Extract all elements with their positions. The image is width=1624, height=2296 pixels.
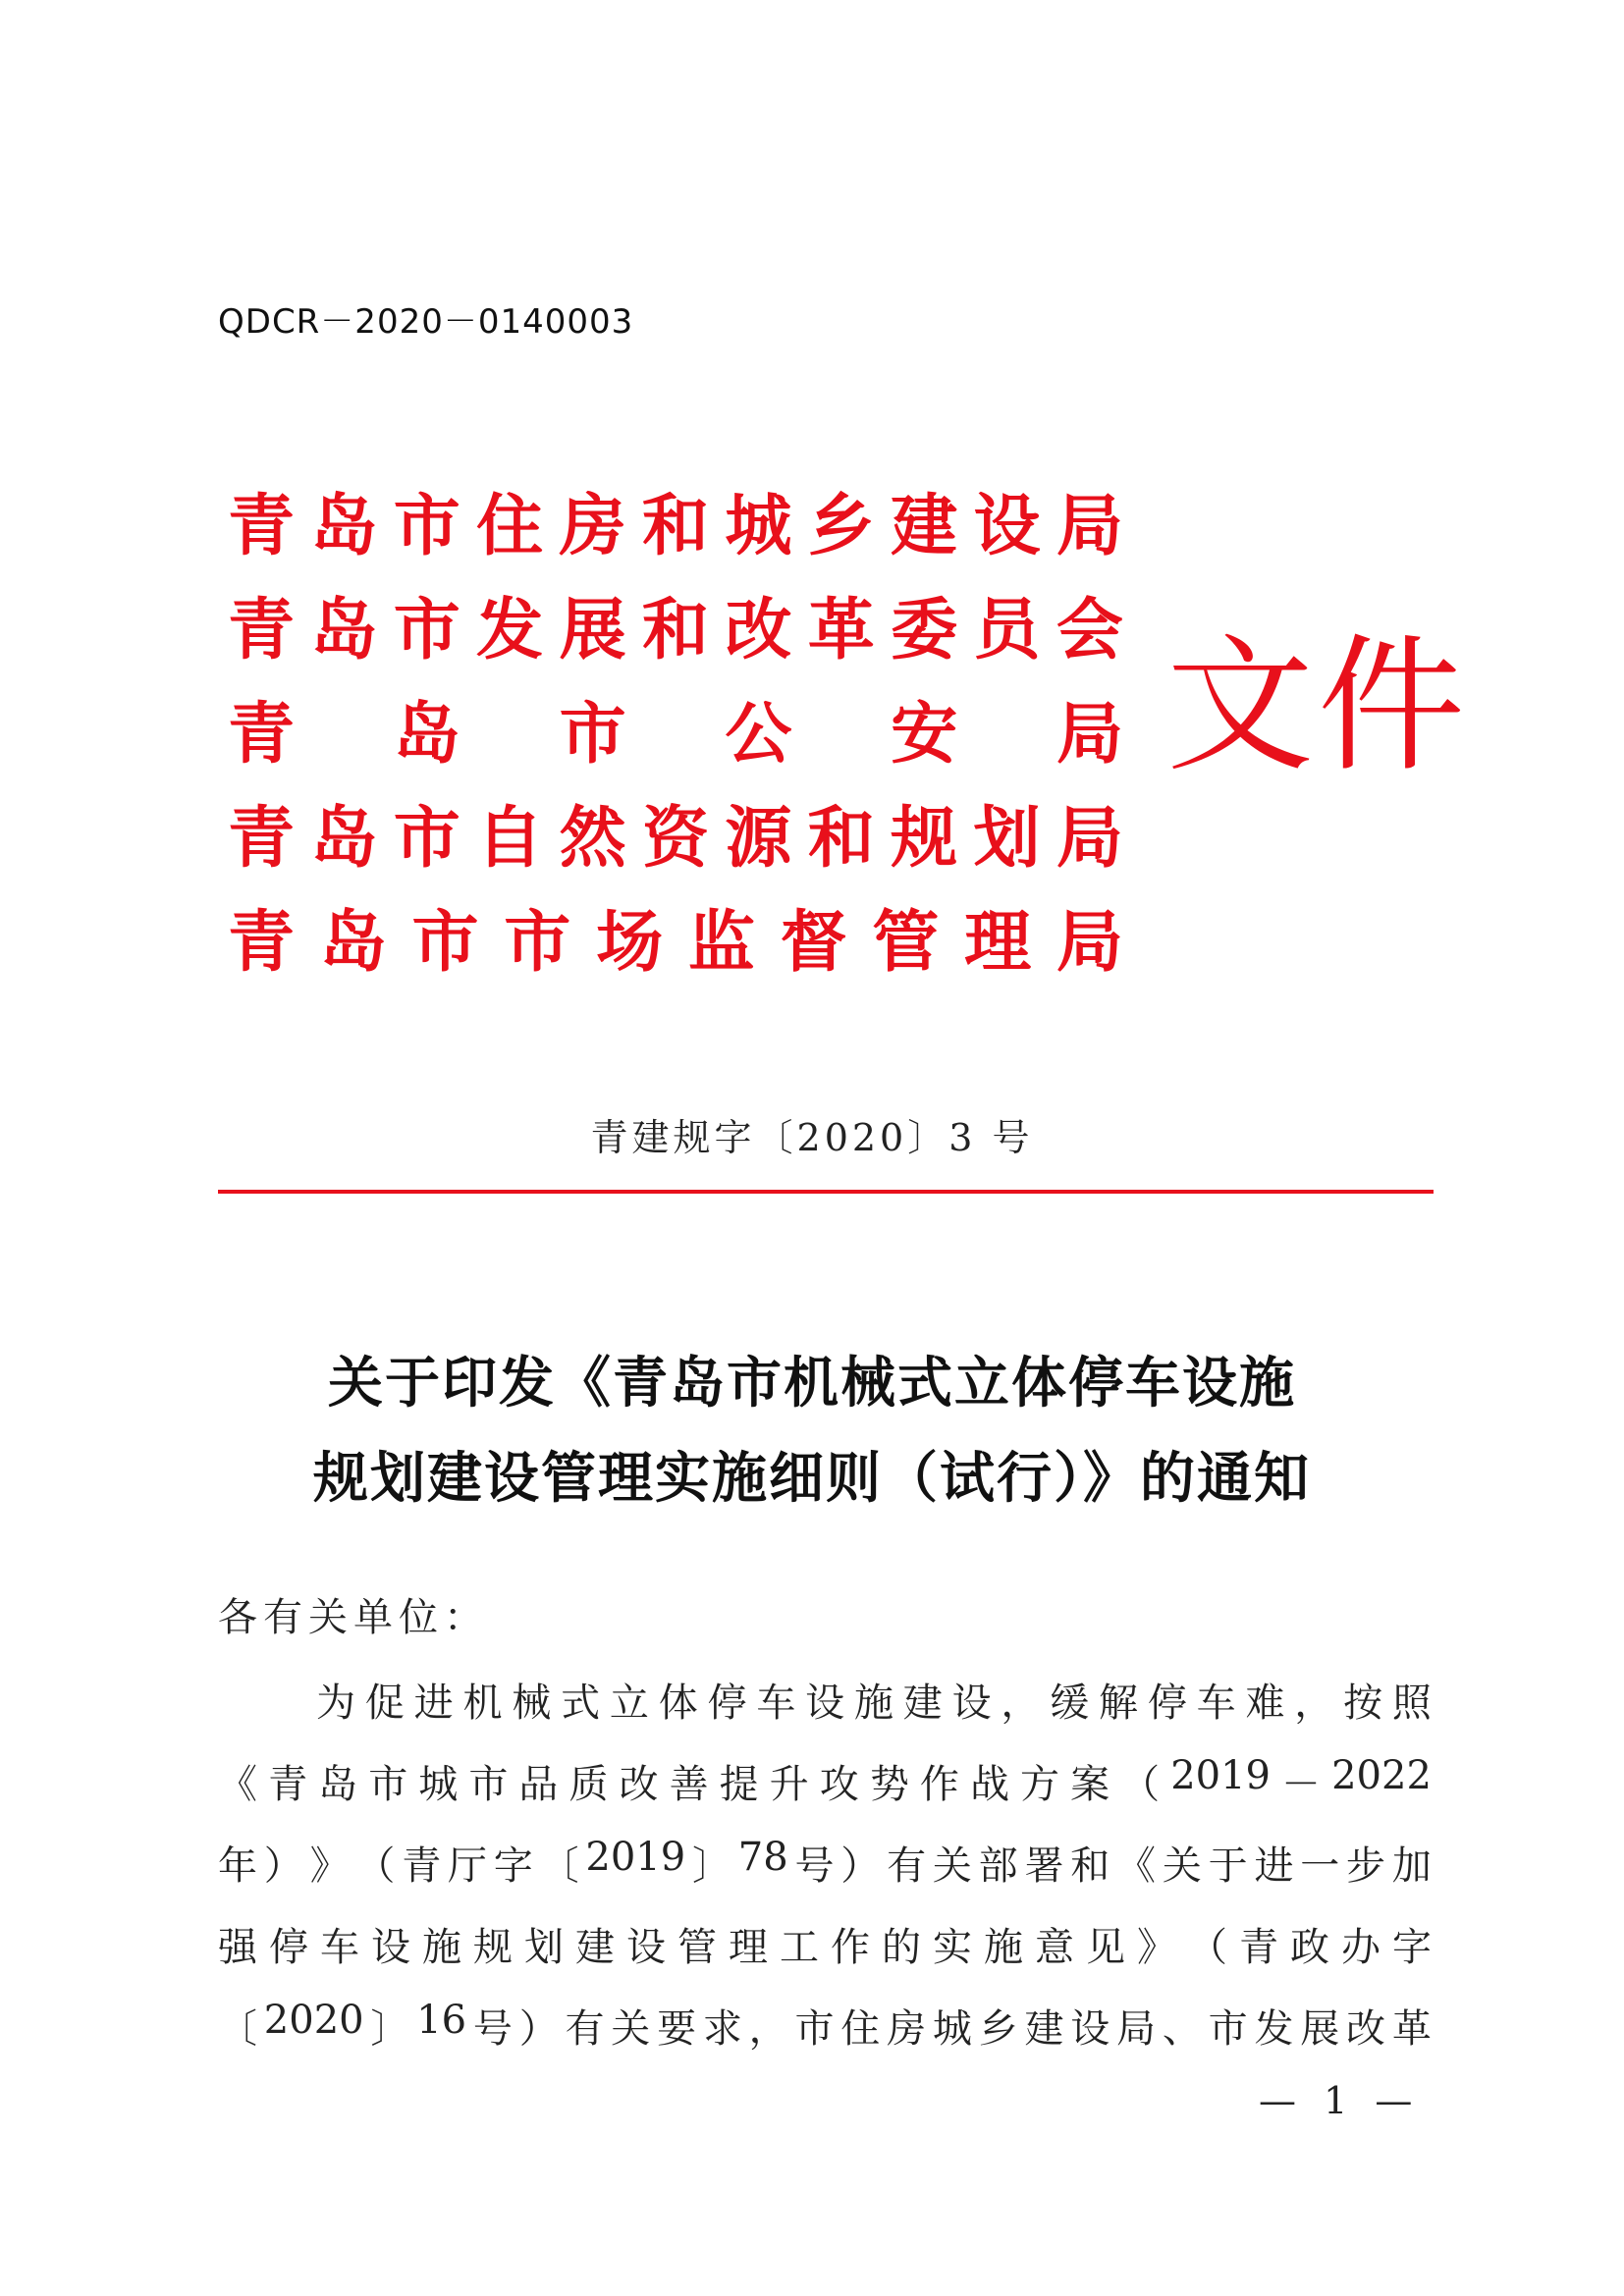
- body-text-token: 字: [493, 1843, 533, 1889]
- body-text-token: 一: [1300, 1843, 1340, 1889]
- agency-name: [228, 578, 1123, 682]
- body-text-token: 2019: [585, 1835, 686, 1880]
- body-text-token: ，: [748, 2006, 788, 2052]
- body-text-token: 市: [794, 2006, 835, 2052]
- agency-char: 建: [891, 487, 958, 565]
- body-text-token: 品: [518, 1762, 559, 1807]
- body-text-token: 〔: [218, 2006, 257, 2052]
- body-text-token: 体: [658, 1681, 698, 1726]
- body-text-token: 有: [565, 2006, 605, 2052]
- body-text-line: [218, 1753, 1432, 1809]
- body-text-token: 立: [609, 1681, 649, 1726]
- body-text-token: 案: [1070, 1762, 1110, 1807]
- body-text-token: 照: [1391, 1681, 1432, 1726]
- body-text-token: 和: [1070, 1843, 1110, 1889]
- agency-char: 场: [596, 903, 664, 982]
- agency-char: 市: [411, 903, 479, 982]
- body-text-token: 部: [978, 1843, 1018, 1889]
- agency-char: 委: [891, 591, 958, 669]
- body-text-token: 关: [611, 2006, 651, 2052]
- agency-char: 青: [228, 903, 296, 982]
- body-text-token: 岛: [318, 1762, 358, 1807]
- agency-char: 自: [476, 799, 544, 878]
- body-text-token: 关: [1162, 1843, 1202, 1889]
- agency-char: 局: [1056, 695, 1123, 774]
- agency-char: 市: [559, 695, 626, 774]
- notice-title-line-2: 规划建设管理实施细则（试行）》的通知: [313, 1446, 1311, 1511]
- body-text-line: [218, 1835, 1432, 1891]
- body-text-token: 发: [1254, 2006, 1294, 2052]
- body-text-token: 为: [316, 1681, 355, 1726]
- agency-char: 设: [973, 487, 1041, 565]
- body-text-token: 关: [932, 1843, 972, 1889]
- body-text-token: 车: [756, 1681, 796, 1726]
- body-text-token: 有: [887, 1843, 927, 1889]
- body-text-token: 》: [309, 1843, 350, 1889]
- body-text-token: 政: [1290, 1925, 1329, 1970]
- body-text-token: 见: [1086, 1925, 1125, 1970]
- body-text-token: 字: [1392, 1925, 1432, 1970]
- body-text-token: 设: [805, 1681, 845, 1726]
- agency-char: 然: [559, 799, 626, 878]
- document-label-wenjian: 文件: [1166, 621, 1470, 792]
- body-text-token: 式: [561, 1681, 601, 1726]
- body-text-token: 展: [1300, 2006, 1340, 2052]
- agency-char: 岛: [319, 903, 387, 982]
- body-text-token: 方: [1020, 1762, 1059, 1807]
- body-text-token: 进: [413, 1681, 454, 1726]
- body-text-token: 停: [707, 1681, 747, 1726]
- agency-char: 安: [891, 695, 958, 774]
- body-text-token: ）: [518, 2006, 559, 2052]
- agency-name: [228, 890, 1123, 994]
- body-text-token: 、: [1162, 2006, 1202, 2052]
- body-text-token: 设: [1070, 2006, 1110, 2052]
- body-text-token: ）: [840, 1843, 881, 1889]
- body-text-token: 停: [1147, 1681, 1187, 1726]
- body-text-token: 78: [737, 1835, 788, 1880]
- body-text-token: 施: [984, 1925, 1023, 1970]
- agency-char: 理: [964, 903, 1032, 982]
- body-text-token: 规: [473, 1925, 513, 1970]
- body-text-token: ）: [263, 1843, 303, 1889]
- body-text-token: 要: [657, 2006, 697, 2052]
- agency-char: 规: [891, 799, 958, 878]
- body-text-token: 〕: [691, 1843, 731, 1889]
- body-text-token: 青: [402, 1843, 442, 1889]
- agency-char: 局: [1056, 487, 1123, 565]
- agency-char: 划: [973, 799, 1041, 878]
- body-text-token: 升: [769, 1762, 809, 1807]
- agency-char: 和: [641, 591, 709, 669]
- body-text-token: 设: [951, 1681, 992, 1726]
- agency-char: 革: [807, 591, 875, 669]
- body-text-token: 《: [218, 1762, 257, 1807]
- agency-name: [228, 474, 1123, 578]
- body-text-token: 住: [840, 2006, 881, 2052]
- agency-char: 市: [393, 591, 460, 669]
- body-text-token: 加: [1391, 1843, 1432, 1889]
- body-text-token: 2019: [1170, 1753, 1271, 1798]
- agency-char: 岛: [310, 487, 378, 565]
- body-text-token: 市: [1208, 2006, 1248, 2052]
- body-text-token: （: [1188, 1925, 1227, 1970]
- body-text-token: 《: [1116, 1843, 1157, 1889]
- agency-char: 岛: [310, 591, 378, 669]
- body-text-token: 革: [1391, 2006, 1432, 2052]
- body-text-token: 2020: [263, 1998, 364, 2043]
- agency-name: [228, 786, 1123, 890]
- body-text-token: 进: [1254, 1843, 1294, 1889]
- body-text-token: 械: [512, 1681, 552, 1726]
- body-text-token: 强: [218, 1925, 257, 1970]
- body-text-token: 办: [1341, 1925, 1380, 1970]
- page-number: — 1 —: [1259, 2079, 1421, 2122]
- body-text-token: 战: [969, 1762, 1009, 1807]
- agency-char: 青: [228, 591, 296, 669]
- body-text-token: 设: [626, 1925, 666, 1970]
- body-text-token: 青: [1239, 1925, 1278, 1970]
- agency-char: 岛: [310, 799, 378, 878]
- body-text-token: 改: [619, 1762, 659, 1807]
- body-text-token: 建: [1024, 2006, 1064, 2052]
- body-text-token: 乡: [978, 2006, 1018, 2052]
- agency-char: 改: [725, 591, 792, 669]
- agency-name: [228, 682, 1123, 786]
- agency-char: 管: [872, 903, 940, 982]
- body-text-token: 于: [1208, 1843, 1248, 1889]
- body-text-token: 步: [1346, 1843, 1386, 1889]
- agency-char: 展: [559, 591, 626, 669]
- body-text-token: 》: [1137, 1925, 1176, 1970]
- body-text-token: 停: [269, 1925, 308, 1970]
- agency-char: 发: [476, 591, 544, 669]
- agency-char: 市: [393, 799, 460, 878]
- body-text-token: 求: [702, 2006, 742, 2052]
- agency-char: 局: [1056, 903, 1123, 982]
- issuing-agencies: [228, 474, 1123, 994]
- body-text-line: [218, 1916, 1432, 1972]
- body-text-token: 建: [575, 1925, 615, 1970]
- agency-char: 青: [228, 799, 296, 878]
- body-text-token: 车: [320, 1925, 359, 1970]
- body-text-token: （: [1120, 1762, 1161, 1807]
- body-text-token: 〔: [539, 1843, 579, 1889]
- agency-char: 青: [228, 695, 296, 774]
- body-text-token: 局: [1116, 2006, 1157, 2052]
- notice-title-line-1: 关于印发《青岛市机械式立体停车设施: [328, 1351, 1296, 1415]
- body-text-token: 厅: [447, 1843, 487, 1889]
- body-text-token: 施: [422, 1925, 461, 1970]
- agency-char: 城: [725, 487, 792, 565]
- agency-char: 员: [973, 591, 1041, 669]
- agency-char: 局: [1056, 799, 1123, 878]
- agency-char: 和: [641, 487, 709, 565]
- agency-char: 监: [687, 903, 755, 982]
- body-text-token: 攻: [819, 1762, 859, 1807]
- body-text-token: 号: [794, 1843, 835, 1889]
- body-text-token: 划: [524, 1925, 564, 1970]
- body-text-token: 解: [1099, 1681, 1138, 1726]
- document-code: QDCR－2020－0140003: [218, 302, 634, 342]
- body-text-token: 设: [371, 1925, 410, 1970]
- body-text-token: ，: [1001, 1681, 1041, 1726]
- salutation: 各有关单位：: [218, 1595, 489, 1640]
- red-divider-line: [218, 1190, 1434, 1194]
- body-text-token: 施: [853, 1681, 893, 1726]
- body-text-token: 2022: [1331, 1753, 1432, 1798]
- agency-char: 住: [476, 487, 544, 565]
- body-text-token: 工: [780, 1925, 819, 1970]
- body-text-token: 城: [932, 2006, 972, 2052]
- body-text-token: 房: [887, 2006, 927, 2052]
- body-text-token: 改: [1346, 2006, 1386, 2052]
- agency-char: 房: [559, 487, 626, 565]
- body-text-token: 势: [869, 1762, 909, 1807]
- agency-char: 市: [504, 903, 571, 982]
- body-text-line: [218, 1998, 1432, 2054]
- agency-char: 岛: [393, 695, 460, 774]
- body-text-token: 提: [719, 1762, 759, 1807]
- body-text-token: 市: [368, 1762, 408, 1807]
- body-text-token: 意: [1035, 1925, 1074, 1970]
- body-text-token: 16: [416, 1998, 467, 2043]
- body-text-token: 建: [902, 1681, 943, 1726]
- body-text-token: 质: [568, 1762, 609, 1807]
- agency-char: 和: [807, 799, 875, 878]
- document-number: 青建规字〔2020〕3 号: [590, 1116, 1034, 1159]
- agency-char: 乡: [807, 487, 875, 565]
- body-text-line: [316, 1672, 1432, 1728]
- body-text-token: ，: [1294, 1681, 1334, 1726]
- body-text-token: 〕: [370, 2006, 410, 2052]
- body-text-token: 机: [462, 1681, 503, 1726]
- agency-char: 资: [641, 799, 709, 878]
- body-text-token: 城: [418, 1762, 459, 1807]
- body-text-token: －: [1281, 1762, 1322, 1807]
- body-text-token: 号: [472, 2006, 513, 2052]
- body-text-token: 作: [919, 1762, 959, 1807]
- body-text-token: 市: [468, 1762, 509, 1807]
- body-text-token: 作: [831, 1925, 870, 1970]
- body-text-token: 署: [1024, 1843, 1064, 1889]
- agency-char: 督: [780, 903, 847, 982]
- agency-char: 会: [1056, 591, 1123, 669]
- body-text-token: 难: [1245, 1681, 1285, 1726]
- body-text-token: 实: [933, 1925, 972, 1970]
- body-text-token: 缓: [1050, 1681, 1090, 1726]
- body-text-token: 管: [677, 1925, 717, 1970]
- body-text-token: 的: [882, 1925, 921, 1970]
- body-text-token: 促: [364, 1681, 405, 1726]
- body-text-token: （: [355, 1843, 396, 1889]
- agency-char: 公: [725, 695, 792, 774]
- body-text-token: 年: [218, 1843, 257, 1889]
- body-text-token: 按: [1343, 1681, 1383, 1726]
- body-text-token: 善: [669, 1762, 709, 1807]
- body-text-token: 理: [729, 1925, 768, 1970]
- agency-char: 源: [725, 799, 792, 878]
- body-text-token: 车: [1196, 1681, 1236, 1726]
- body-text-token: 青: [268, 1762, 308, 1807]
- agency-char: 市: [393, 487, 460, 565]
- agency-char: 青: [228, 487, 296, 565]
